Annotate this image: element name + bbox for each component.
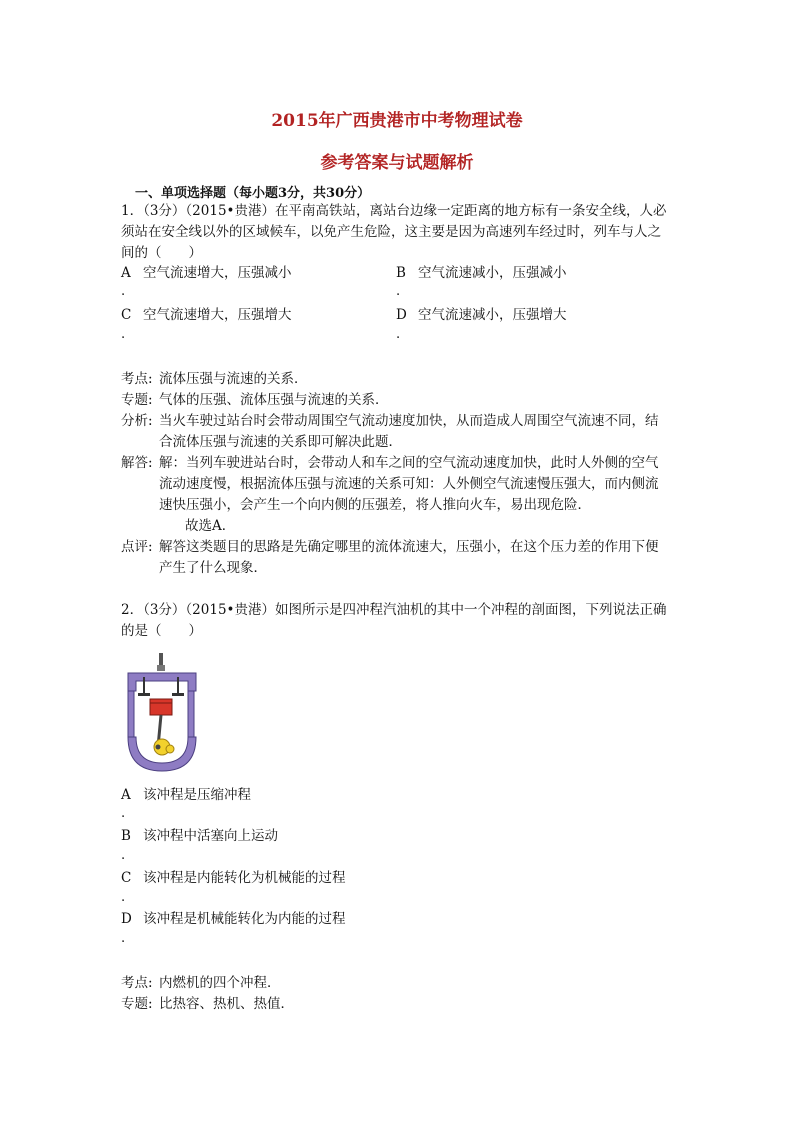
option-letter: B [121, 828, 131, 844]
option-dot: . [121, 284, 126, 299]
solution-line: 流动速度慢，根据流体压强与流速的关系可知：人外侧空气流速慢压强大，而内侧流 [159, 476, 659, 492]
q1-line: 间的（ ） [121, 245, 202, 261]
q1-point-label: 考点: [121, 371, 153, 387]
option-letter: D [396, 307, 407, 323]
option-text: 该冲程是机械能转化为内能的过程 [143, 911, 346, 927]
option-dot: . [121, 848, 126, 863]
option-dot: . [121, 806, 126, 821]
analysis-line: 合流体压强与流速的关系即可解决此题． [159, 434, 402, 450]
option-dot: . [121, 890, 126, 905]
q1-option-a[interactable] [121, 263, 292, 284]
question-1-stem [121, 201, 667, 264]
q1-line: 1．（3分）（2015•贵港）在平南高铁站，离站台边缘一定距离的地方标有一条安全线，人必 [121, 203, 667, 219]
option-letter: C [121, 307, 132, 323]
analysis-line: 当火车驶过站台时会带动周围空气流动速度加快，从而造成人周围空气流速不同，结 [159, 413, 659, 429]
option-dot: . [121, 931, 126, 946]
section-heading: 一、单项选择题（每小题3分，共30分） [135, 186, 371, 201]
question-2-stem [121, 600, 667, 642]
option-text: 空气流速增大，压强增大 [143, 307, 292, 323]
q1-option-d[interactable] [396, 305, 567, 326]
comment-line: 产生了什么现象． [159, 560, 267, 576]
solution-line: 故选A． [185, 518, 236, 534]
q1-option-c[interactable] [121, 305, 292, 326]
q1-solution-label: 解答: [121, 455, 153, 471]
q2-option-b[interactable] [121, 826, 278, 847]
q1-analysis-text [159, 411, 659, 453]
option-text: 空气流速减小，压强增大 [418, 307, 567, 323]
q1-line: 须站在安全线以外的区域候车，以免产生危险，这主要是因为高速列车经过时，列车与人之 [121, 224, 661, 240]
q1-comment-text [159, 537, 659, 579]
engine-cross-section-icon [122, 651, 202, 773]
q2-point-text: 内燃机的四个冲程． [159, 975, 281, 991]
q1-analysis-label: 分析: [121, 413, 153, 429]
q1-comment-label: 点评: [121, 539, 153, 555]
q1-topic-label: 专题: [121, 392, 153, 408]
option-dot: . [121, 327, 126, 342]
option-text: 空气流速增大，压强减小 [143, 265, 292, 281]
option-dot: . [396, 284, 401, 299]
q2-option-c[interactable] [121, 868, 346, 889]
q1-point-text: 流体压强与流速的关系． [159, 371, 308, 387]
option-text: 该冲程中活塞向上运动 [143, 828, 278, 844]
option-dot: . [396, 327, 401, 342]
comment-line: 解答这类题目的思路是先确定哪里的流体流速大，压强小，在这个压力差的作用下便 [159, 539, 659, 555]
q2-line: 2．（3分）（2015•贵港）如图所示是四冲程汽油机的其中一个冲程的剖面图，下列说法正确 [121, 602, 667, 618]
solution-line: 解：当列车驶进站台时，会带动人和车之间的空气流动速度加快，此时人外侧的空气 [159, 455, 659, 471]
option-text: 空气流速减小，压强减小 [418, 265, 567, 281]
q2-topic-text: 比热容、热机、热值． [159, 996, 294, 1012]
solution-line: 速快压强小，会产生一个向内侧的压强差，将人推向火车，易出现危险． [159, 497, 591, 513]
q2-line: 的是（ ） [121, 623, 202, 639]
q2-topic-label: 专题: [121, 996, 153, 1012]
q2-option-a[interactable] [121, 785, 251, 806]
q2-point-label: 考点: [121, 975, 153, 991]
option-letter: B [396, 265, 406, 281]
q1-topic-text: 气体的压强、流体压强与流速的关系． [159, 392, 389, 408]
option-letter: D [121, 911, 132, 927]
option-text: 该冲程是内能转化为机械能的过程 [143, 870, 346, 886]
option-letter: A [121, 787, 131, 803]
q1-option-b[interactable] [396, 263, 567, 284]
page-subtitle: 参考答案与试题解析 [320, 153, 474, 173]
page-title: 2015年广西贵港市中考物理试卷 [271, 111, 523, 131]
q2-option-d[interactable] [121, 909, 346, 930]
option-letter: A [121, 265, 131, 281]
q1-solution-text [159, 453, 659, 537]
option-text: 该冲程是压缩冲程 [143, 787, 251, 803]
option-letter: C [121, 870, 132, 886]
